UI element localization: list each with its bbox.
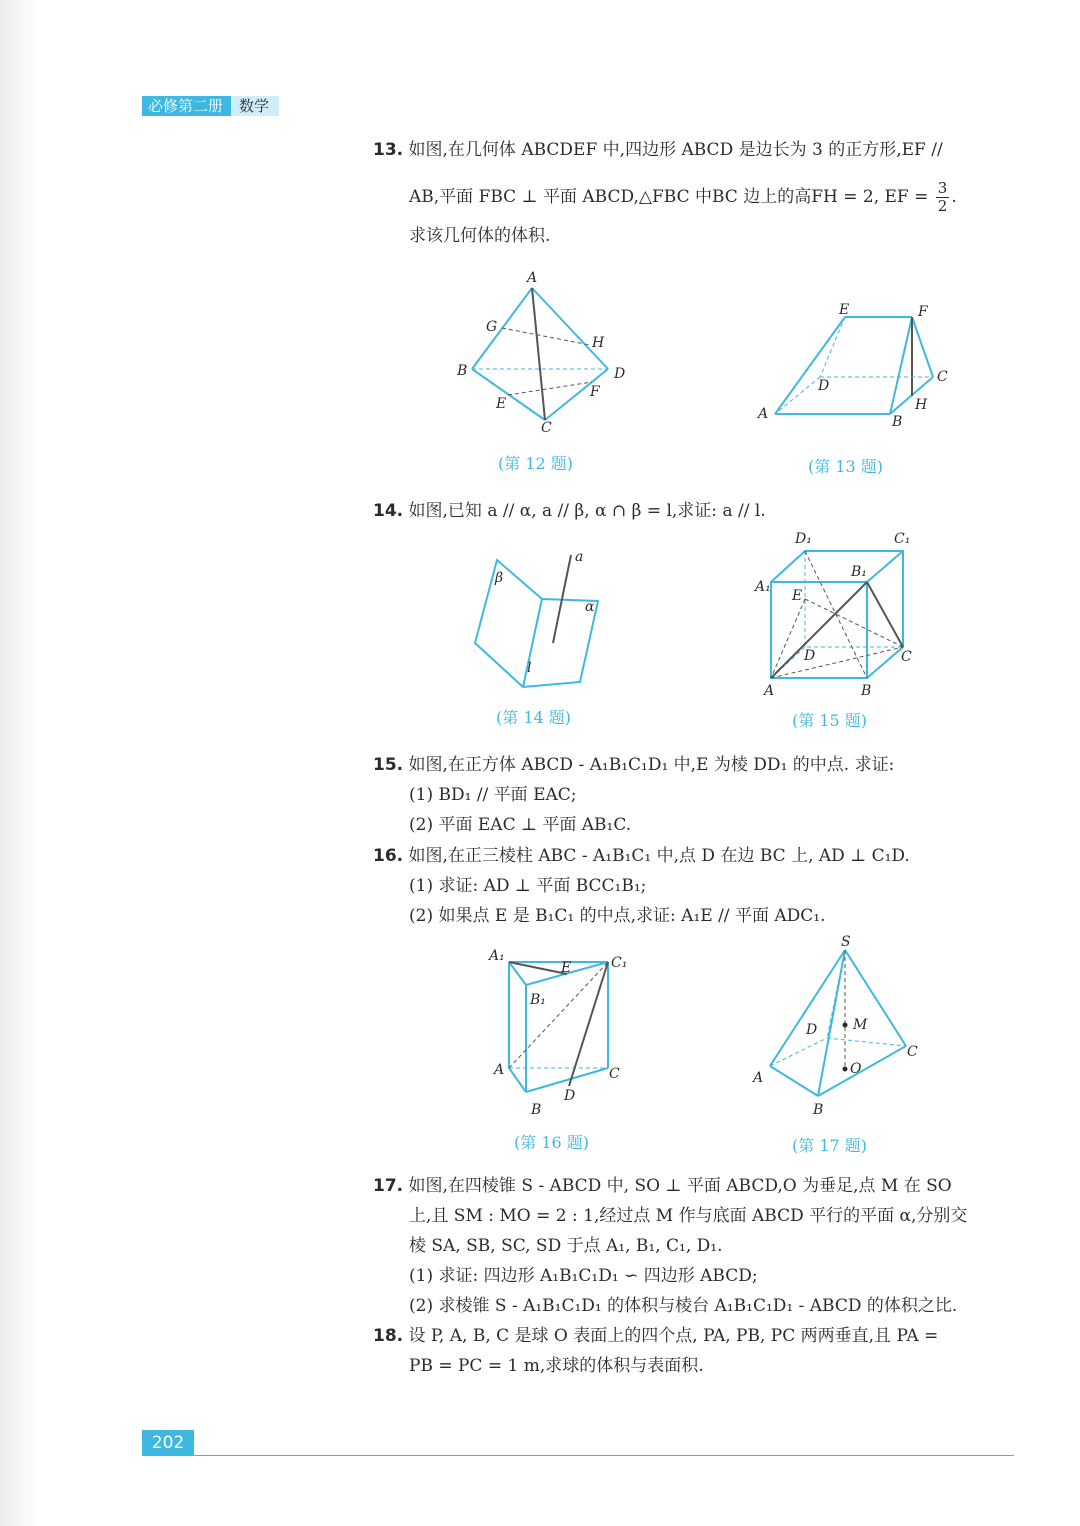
problem-text: 如图,在几何体 ABCDEF 中,四边形 ABCD 是边长为 3 的正方形,EF //: [408, 140, 943, 160]
label-a: a: [575, 549, 584, 565]
problem-text: 如图,在正三棱柱 ABC - A₁B₁C₁ 中,点 D 在边 BC 上, AD ⊥ C₁D.: [408, 846, 910, 866]
problem-16-sub-1: (1) 求证: AD ⊥ 平面 BCC₁B₁;: [409, 876, 647, 896]
label-E: E: [496, 396, 507, 412]
label-D: D: [806, 1022, 818, 1038]
problem-text: 如图,已知 a // α, a // β, α ∩ β = l,求证: a // l.: [408, 501, 766, 521]
label-beta: β: [495, 570, 504, 586]
footer-rule: [194, 1455, 1014, 1456]
caption-figure-17: (第 17 题): [792, 1136, 868, 1155]
label-A1: A₁: [489, 948, 505, 964]
problem-17-sub-1: (1) 求证: 四边形 A₁B₁C₁D₁ ∽ 四边形 ABCD;: [409, 1266, 758, 1286]
label-F: F: [918, 304, 928, 320]
problem-text: AB,平面 FBC ⊥ 平面 ABCD,△FBC 中BC 边上的高FH = 2, EF =: [409, 187, 929, 207]
label-H: H: [915, 397, 928, 413]
problem-17-line-1: [373, 1174, 952, 1198]
label-l: l: [527, 660, 532, 676]
problem-text: .: [951, 187, 957, 207]
label-C1: C₁: [894, 531, 911, 547]
label-B: B: [531, 1102, 542, 1118]
fraction-three-halves: [936, 180, 950, 215]
figure-17-quadrilateral-pyramid: [750, 930, 930, 1120]
problem-18-line-1: [373, 1324, 938, 1348]
figure-14-intersecting-planes: [465, 545, 615, 695]
caption-figure-14: (第 14 题): [496, 708, 572, 727]
problem-16-line-1: [373, 844, 910, 868]
problem-15-line-1: [373, 753, 894, 777]
problem-15-sub-2: (2) 平面 EAC ⊥ 平面 AB₁C.: [409, 815, 632, 835]
fraction-numerator: 3: [937, 179, 948, 197]
label-E: E: [561, 960, 572, 976]
caption-figure-16: (第 16 题): [514, 1133, 590, 1152]
label-M: M: [853, 1017, 868, 1033]
label-E: E: [839, 302, 850, 318]
label-O: O: [850, 1061, 862, 1077]
problem-text: 设 P, A, B, C 是球 O 表面上的四个点, PA, PB, PC 两两垂直,且 PA =: [408, 1326, 939, 1346]
problem-text: 如图,在正方体 ABCD - A₁B₁C₁D₁ 中,E 为棱 DD₁ 的中点. 求证:: [408, 755, 895, 775]
label-A: A: [527, 270, 538, 286]
label-D: D: [614, 366, 626, 382]
caption-figure-13: (第 13 题): [808, 457, 884, 476]
label-A: A: [764, 683, 775, 699]
problem-16-sub-2: (2) 如果点 E 是 B₁C₁ 的中点,求证: A₁E // 平面 ADC₁.: [409, 906, 826, 926]
running-header: [142, 96, 279, 116]
label-G: G: [486, 319, 498, 335]
label-B1: B₁: [530, 992, 546, 1008]
problem-17-sub-2: (2) 求棱锥 S - A₁B₁C₁D₁ 的体积与棱台 A₁B₁C₁D₁ - ABCD 的体积之比.: [409, 1296, 958, 1316]
page-number: 202: [142, 1430, 194, 1456]
label-C: C: [907, 1044, 918, 1060]
figure-13-polyhedron: [755, 300, 955, 435]
problem-13-line-3: [409, 224, 550, 248]
fraction-denominator: 2: [937, 197, 948, 215]
label-B: B: [861, 683, 872, 699]
label-B: B: [457, 363, 468, 379]
problem-number: 17.: [373, 1176, 404, 1196]
problem-text: 求该几何体的体积.: [409, 226, 551, 246]
label-A: A: [753, 1070, 764, 1086]
label-D1: D₁: [795, 531, 812, 547]
label-C: C: [609, 1066, 620, 1082]
problem-18-line-2: PB = PC = 1 m,求球的体积与表面积.: [409, 1356, 704, 1376]
problem-14-line-1: [373, 499, 766, 523]
problem-13-line-1: [373, 138, 943, 162]
label-C: C: [901, 649, 912, 665]
caption-figure-12: (第 12 题): [498, 454, 574, 473]
problem-number: 13.: [373, 140, 404, 160]
problem-15-sub-1: (1) BD₁ // 平面 EAC;: [409, 785, 577, 805]
label-S: S: [841, 934, 851, 950]
problem-13-line-2: [409, 180, 957, 215]
label-C: C: [937, 369, 948, 385]
problem-number: 18.: [373, 1326, 404, 1346]
label-C: C: [541, 420, 552, 436]
label-B: B: [813, 1102, 824, 1118]
label-D: D: [818, 378, 830, 394]
label-alpha: α: [585, 599, 595, 615]
problem-17-line-3: 棱 SA, SB, SC, SD 于点 A₁, B₁, C₁, D₁.: [409, 1236, 723, 1256]
label-B1: B₁: [851, 564, 867, 580]
figure-15-cube: [750, 530, 930, 700]
header-section: 必修第二册: [142, 96, 231, 116]
label-C1: C₁: [611, 955, 628, 971]
problem-number: 15.: [373, 755, 404, 775]
problem-17-line-2: 上,且 SM : MO = 2 : 1,经过点 M 作与底面 ABCD 平行的平面 α,分别交: [409, 1206, 968, 1226]
label-D: D: [804, 648, 816, 664]
problem-number: 16.: [373, 846, 404, 866]
header-subject: 数学: [231, 96, 279, 116]
page-gutter-shadow: [0, 0, 40, 1526]
problem-number: 14.: [373, 501, 404, 521]
label-A: A: [494, 1062, 505, 1078]
label-F: F: [590, 384, 600, 400]
label-D: D: [564, 1088, 576, 1104]
label-A1: A₁: [755, 579, 771, 595]
caption-figure-15: (第 15 题): [792, 711, 868, 730]
figure-12-tetrahedron: [440, 265, 640, 440]
figure-16-triangular-prism: [485, 940, 635, 1120]
label-B: B: [892, 414, 903, 430]
label-H: H: [592, 335, 605, 351]
label-E: E: [792, 588, 803, 604]
label-A: A: [758, 406, 769, 422]
problem-text: 如图,在四棱锥 S - ABCD 中, SO ⊥ 平面 ABCD,O 为垂足,点 M 在 SO: [408, 1176, 952, 1196]
